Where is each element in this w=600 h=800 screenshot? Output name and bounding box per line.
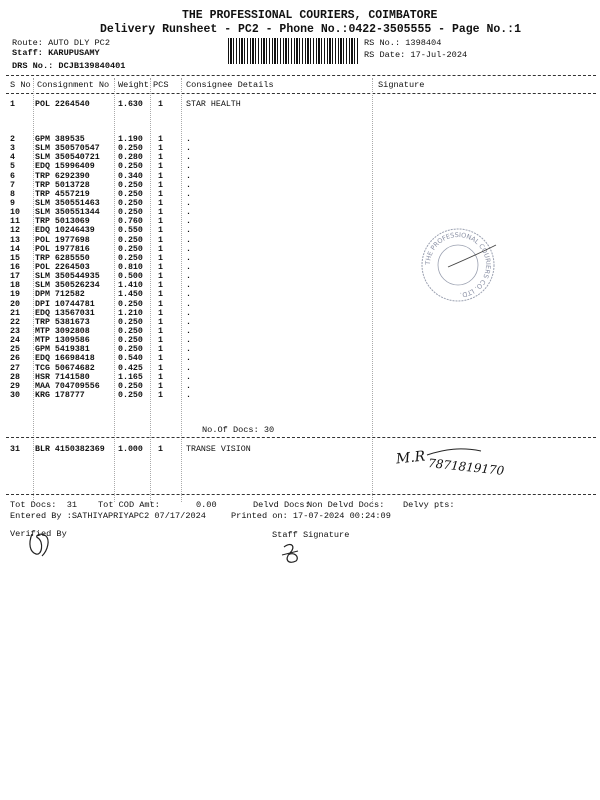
row-weight: 0.250 (118, 244, 143, 254)
separator (6, 75, 596, 76)
row-pcs: 1 (158, 153, 163, 163)
row-consignee: . (186, 326, 191, 336)
row-consignee: . (186, 208, 191, 218)
verified-by: Verified By (10, 529, 67, 539)
row-consignee: . (186, 381, 191, 391)
row-consignment: MTP 1309586 (35, 336, 90, 346)
row-weight: 0.250 (118, 198, 143, 208)
row-consignment: TRP 5013728 (35, 180, 90, 190)
row-pcs: 1 (158, 235, 163, 245)
company-name: THE PROFESSIONAL COURIERS, COIMBATORE (182, 9, 438, 22)
row-sno: 11 (10, 217, 20, 227)
table-row (0, 181, 600, 190)
row-sno: 17 (10, 272, 20, 282)
rs-number: RS No.: 1398404 (364, 38, 442, 48)
row-pcs: 1 (158, 281, 163, 291)
row-consignee: . (186, 281, 191, 291)
rs-date: RS Date: 17-Jul-2024 (364, 50, 468, 60)
tot-docs: Tot Docs: 31 (10, 500, 78, 510)
row-pcs: 1 (158, 345, 163, 355)
barcode (228, 38, 358, 64)
row-weight: 0.425 (118, 363, 143, 373)
table-row (0, 318, 600, 327)
row-sno: 5 (10, 162, 15, 172)
row-pcs: 1 (158, 180, 163, 190)
table-row (0, 272, 600, 281)
row-pcs: 1 (158, 445, 163, 454)
row-sno: 28 (10, 372, 20, 382)
row-consignment: TRP 4557219 (35, 189, 90, 199)
row-consignee: . (186, 144, 191, 154)
row-weight: 0.250 (118, 336, 143, 346)
row-consignee: . (186, 244, 191, 254)
row-pcs: 1 (158, 135, 163, 144)
row-consignment: DPI 10744781 (35, 299, 95, 309)
table-row (0, 199, 600, 208)
row-sno: 9 (10, 198, 15, 208)
row-consignment: EDQ 15996409 (35, 162, 95, 172)
row-pcs: 1 (158, 363, 163, 373)
row-sno: 1 (10, 100, 15, 109)
row-consignment: EDQ 16698418 (35, 354, 95, 364)
row-pcs: 1 (158, 198, 163, 208)
row-weight: 1.190 (118, 135, 143, 144)
row-pcs: 1 (158, 171, 163, 181)
row-pcs: 1 (158, 100, 163, 109)
row-pcs: 1 (158, 299, 163, 309)
table-row (0, 153, 600, 162)
row-weight: 0.500 (118, 272, 143, 282)
row-weight: 0.250 (118, 208, 143, 218)
row-sno: 8 (10, 189, 15, 199)
row-consignment: KRG 178777 (35, 390, 85, 400)
row-sno: 6 (10, 171, 15, 181)
table-row (0, 364, 600, 373)
row-weight: 0.250 (118, 235, 143, 245)
row-sno: 4 (10, 153, 15, 163)
row-weight: 0.250 (118, 189, 143, 199)
row-pcs: 1 (158, 336, 163, 346)
row-consignee: . (186, 299, 191, 309)
table-row (0, 290, 600, 299)
row-weight: 0.760 (118, 217, 143, 227)
row-consignee: . (186, 317, 191, 327)
row-sno: 21 (10, 308, 20, 318)
row-consignment: MTP 3092808 (35, 326, 90, 336)
table-row (0, 254, 600, 263)
row-sno: 22 (10, 317, 20, 327)
route: Route: AUTO DLY PC2 (12, 38, 110, 48)
row-sno: 30 (10, 390, 20, 400)
table-row (0, 336, 600, 345)
row-consignment: TRP 6285550 (35, 253, 90, 263)
entered-by: Entered By :SATHIYAPRIYAPC2 07/17/2024 (10, 511, 206, 521)
row-consignment: TRP 5381673 (35, 317, 90, 327)
stamp-text: THE PROFESSIONAL COURIERS CO. LTD. (423, 230, 493, 299)
delvd-docs: Delvd Docs: (253, 500, 310, 510)
row-consignment: TCG 50674682 (35, 363, 95, 373)
row-weight: 0.250 (118, 299, 143, 309)
row-sno: 19 (10, 290, 20, 300)
row-weight: 1.210 (118, 308, 143, 318)
row-consignment: BLR 4150382369 (35, 445, 105, 454)
col-consignee: Consignee Details (186, 80, 274, 90)
drs-number: DRS No.: DCJB139840401 (12, 61, 126, 71)
row-consignment: TRP 5013069 (35, 217, 90, 227)
table-row (0, 162, 600, 171)
row-sno: 10 (10, 208, 20, 218)
table-row (0, 327, 600, 336)
row-pcs: 1 (158, 162, 163, 172)
row-consignee: . (186, 135, 191, 144)
separator (6, 93, 596, 94)
row-weight: 0.540 (118, 354, 143, 364)
row-weight: 0.250 (118, 326, 143, 336)
row-consignee: TRANSE VISION (186, 445, 251, 454)
row-consignment: DPM 712582 (35, 290, 85, 300)
table-row (0, 281, 600, 290)
row-sno: 18 (10, 281, 20, 291)
row-weight: 0.550 (118, 226, 143, 236)
row-weight: 1.410 (118, 281, 143, 291)
row-pcs: 1 (158, 144, 163, 154)
row-pcs: 1 (158, 253, 163, 263)
row-consignment: POL 2264540 (35, 100, 90, 109)
table-row (0, 373, 600, 382)
delvy-pts: Delvy pts: (403, 500, 455, 510)
row-consignee: . (186, 308, 191, 318)
table-row (0, 135, 600, 144)
row-consignment: GPM 5419381 (35, 345, 90, 355)
row-consignee: . (186, 217, 191, 227)
row-consignee: STAR HEALTH (186, 100, 241, 109)
row-pcs: 1 (158, 189, 163, 199)
row-pcs: 1 (158, 317, 163, 327)
col-consignment: Consignment No (37, 80, 110, 90)
row-consignment: GPM 389535 (35, 135, 85, 144)
row-consignment: SLM 350551344 (35, 208, 100, 218)
row-sno: 7 (10, 180, 15, 190)
row-pcs: 1 (158, 390, 163, 400)
row-weight: 0.250 (118, 345, 143, 355)
row-consignment: EDQ 13567031 (35, 308, 95, 318)
row-weight: 0.810 (118, 262, 143, 272)
table-row (0, 382, 600, 391)
row-weight: 1.450 (118, 290, 143, 300)
table-row (0, 236, 600, 245)
no-of-docs: No.Of Docs: 30 (202, 425, 275, 435)
col-sno: S No (10, 80, 31, 90)
row-consignee: . (186, 390, 191, 400)
row-sno: 14 (10, 244, 20, 254)
row-sno: 15 (10, 253, 20, 263)
sheet-title: Delivery Runsheet - PC2 - Phone No.:0422-3505555 - Page No.:1 (100, 23, 521, 36)
row-consignee: . (186, 363, 191, 373)
row-consignment: SLM 350544935 (35, 272, 100, 282)
col-signature: Signature (378, 80, 425, 90)
row-consignee: . (186, 162, 191, 172)
row-consignee: . (186, 189, 191, 199)
row-weight: 0.340 (118, 171, 143, 181)
row-weight: 0.250 (118, 390, 143, 400)
row-consignment: POL 1977698 (35, 235, 90, 245)
row-pcs: 1 (158, 217, 163, 227)
row-pcs: 1 (158, 272, 163, 282)
row-sno: 16 (10, 262, 20, 272)
table-row (0, 217, 600, 226)
row-pcs: 1 (158, 208, 163, 218)
staff: Staff: KARUPUSAMY (12, 48, 100, 58)
staff-signature-label: Staff Signature (272, 530, 350, 540)
row-pcs: 1 (158, 354, 163, 364)
row-consignee: . (186, 226, 191, 236)
printed-on: Printed on: 17-07-2024 00:24:09 (231, 511, 391, 521)
row-sno: 29 (10, 381, 20, 391)
row-weight: 0.250 (118, 317, 143, 327)
company-stamp (418, 225, 498, 305)
row-consignee: . (186, 372, 191, 382)
row-pcs: 1 (158, 381, 163, 391)
col-pcs: PCS (153, 80, 169, 90)
handwritten-note: M.R (395, 448, 427, 468)
row-pcs: 1 (158, 372, 163, 382)
table-row (0, 309, 600, 318)
row-consignee: . (186, 290, 191, 300)
row-sno: 27 (10, 363, 20, 373)
row-sno: 26 (10, 354, 20, 364)
tot-cod-amt: Tot COD Amt: 0.00 (98, 500, 217, 510)
separator (6, 494, 596, 495)
verified-signature (26, 530, 54, 560)
table-row (0, 445, 600, 454)
row-sno: 20 (10, 299, 20, 309)
table-row (0, 391, 600, 400)
row-weight: 0.250 (118, 162, 143, 172)
table-row (0, 300, 600, 309)
row-consignment: EDQ 10246439 (35, 226, 95, 236)
row-consignee: . (186, 253, 191, 263)
table-row (0, 208, 600, 217)
table-row (0, 172, 600, 181)
separator (6, 437, 596, 438)
row-consignee: . (186, 171, 191, 181)
row-consignee: . (186, 235, 191, 245)
row-weight: 1.000 (118, 445, 143, 454)
row-pcs: 1 (158, 290, 163, 300)
row-consignment: SLM 350540721 (35, 153, 100, 163)
row-consignment: TRP 6292390 (35, 171, 90, 181)
row-consignment: HSR 7141580 (35, 372, 90, 382)
table-row (0, 226, 600, 235)
col-weight: Weight (118, 80, 149, 90)
row-sno: 24 (10, 336, 20, 346)
row-consignee: . (186, 262, 191, 272)
table-row (0, 245, 600, 254)
row-weight: 1.165 (118, 372, 143, 382)
table-row (0, 100, 600, 109)
row-weight: 0.250 (118, 144, 143, 154)
table-row (0, 144, 600, 153)
row-consignee: . (186, 180, 191, 190)
row-sno: 25 (10, 345, 20, 355)
handwritten-phone: 7871819170 (427, 456, 505, 478)
row-consignment: MAA 704709556 (35, 381, 100, 391)
row-pcs: 1 (158, 326, 163, 336)
table-row (0, 263, 600, 272)
row-consignee: . (186, 153, 191, 163)
row-sno: 2 (10, 135, 15, 144)
row-consignment: SLM 350570547 (35, 144, 100, 154)
row-sno: 31 (10, 445, 20, 454)
row-sno: 12 (10, 226, 20, 236)
row-sno: 3 (10, 144, 15, 154)
row-sno: 23 (10, 326, 20, 336)
staff-signature (280, 541, 302, 567)
row-consignee: . (186, 198, 191, 208)
row-consignment: SLM 350526234 (35, 281, 100, 291)
row-consignment: SLM 350551463 (35, 198, 100, 208)
table-row (0, 190, 600, 199)
row-pcs: 1 (158, 226, 163, 236)
row-consignment: POL 2264503 (35, 262, 90, 272)
row-pcs: 1 (158, 244, 163, 254)
row-weight: 0.250 (118, 253, 143, 263)
row-consignee: . (186, 336, 191, 346)
row-weight: 0.280 (118, 153, 143, 163)
row-weight: 1.630 (118, 100, 143, 109)
row-consignee: . (186, 272, 191, 282)
row-consignment: POL 1977816 (35, 244, 90, 254)
non-delvd-docs: Non Delvd Docs: (307, 500, 385, 510)
row-consignee: . (186, 345, 191, 355)
row-consignee: . (186, 354, 191, 364)
row-pcs: 1 (158, 262, 163, 272)
row-weight: 0.250 (118, 180, 143, 190)
row-sno: 13 (10, 235, 20, 245)
table-row (0, 345, 600, 354)
table-row (0, 354, 600, 363)
row-weight: 0.250 (118, 381, 143, 391)
svg-text:THE PROFESSIONAL COURIERS CO. (424, 231, 492, 299)
row-pcs: 1 (158, 308, 163, 318)
